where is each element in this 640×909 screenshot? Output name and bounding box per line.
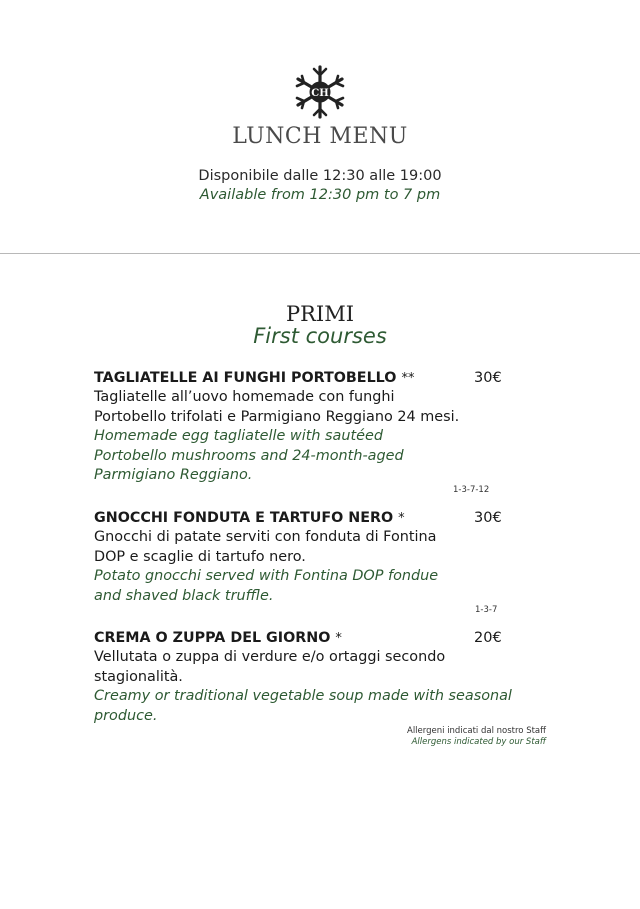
allergen-footnote: [407, 726, 546, 748]
logo-monogram: CH: [311, 88, 329, 99]
dish-description-english: Creamy or traditional vegetable soup made with seasonal produce.: [94, 688, 512, 724]
menu-item: [94, 369, 554, 486]
dish-description-english: Potato gnocchi served with Fontina DOP fondue and shaved black truffle.: [94, 568, 439, 604]
dish-description-english: Homemade egg tagliatelle with sautéed Portobello mushrooms and 24-month-aged Parmigiano Reggiano.: [94, 428, 404, 483]
menu-title: LUNCH MENU: [232, 124, 408, 149]
menu-item: [94, 509, 554, 606]
dish-description-italian: Vellutata o zuppa di verdure e/o ortaggi secondo stagionalità.: [94, 649, 446, 685]
dish-mark: *: [398, 511, 405, 526]
footnote-english: Allergens indicated by our Staff: [411, 737, 546, 747]
divider: [0, 253, 640, 254]
dish-description-italian: Tagliatelle all’uovo homemade con funghi Portobello trifolati e Parmigiano Reggiano 24 mesi.: [94, 389, 460, 425]
dish-price: 30€: [474, 370, 502, 386]
dish-allergens: 1-3-7: [475, 605, 498, 615]
dish-name: GNOCCHI FONDUTA E TARTUFO NERO: [94, 510, 394, 526]
dish-mark: *: [335, 631, 342, 646]
dish-name: TAGLIATELLE AI FUNGHI PORTOBELLO: [94, 370, 397, 386]
dish-price: 20€: [474, 630, 502, 646]
snowflake-logo-icon: [289, 64, 351, 120]
section-title-italian: PRIMI: [285, 302, 355, 326]
availability-english: Available from 12:30 pm to 7 pm: [199, 187, 441, 203]
dish-allergens: 1-3-7-12: [453, 485, 490, 495]
dish-description-italian: Gnocchi di patate serviti con fonduta di Fontina DOP e scaglie di tartufo nero.: [94, 529, 437, 565]
section-title-english: First courses: [253, 324, 387, 348]
menu-item: [94, 629, 554, 726]
footnote-italian: Allergeni indicati dal nostro Staff: [407, 726, 546, 736]
dish-price: 30€: [474, 510, 502, 526]
dish-name: CREMA O ZUPPA DEL GIORNO: [94, 630, 331, 646]
dish-mark: **: [401, 371, 415, 386]
availability-italian: Disponibile dalle 12:30 alle 19:00: [198, 168, 442, 184]
